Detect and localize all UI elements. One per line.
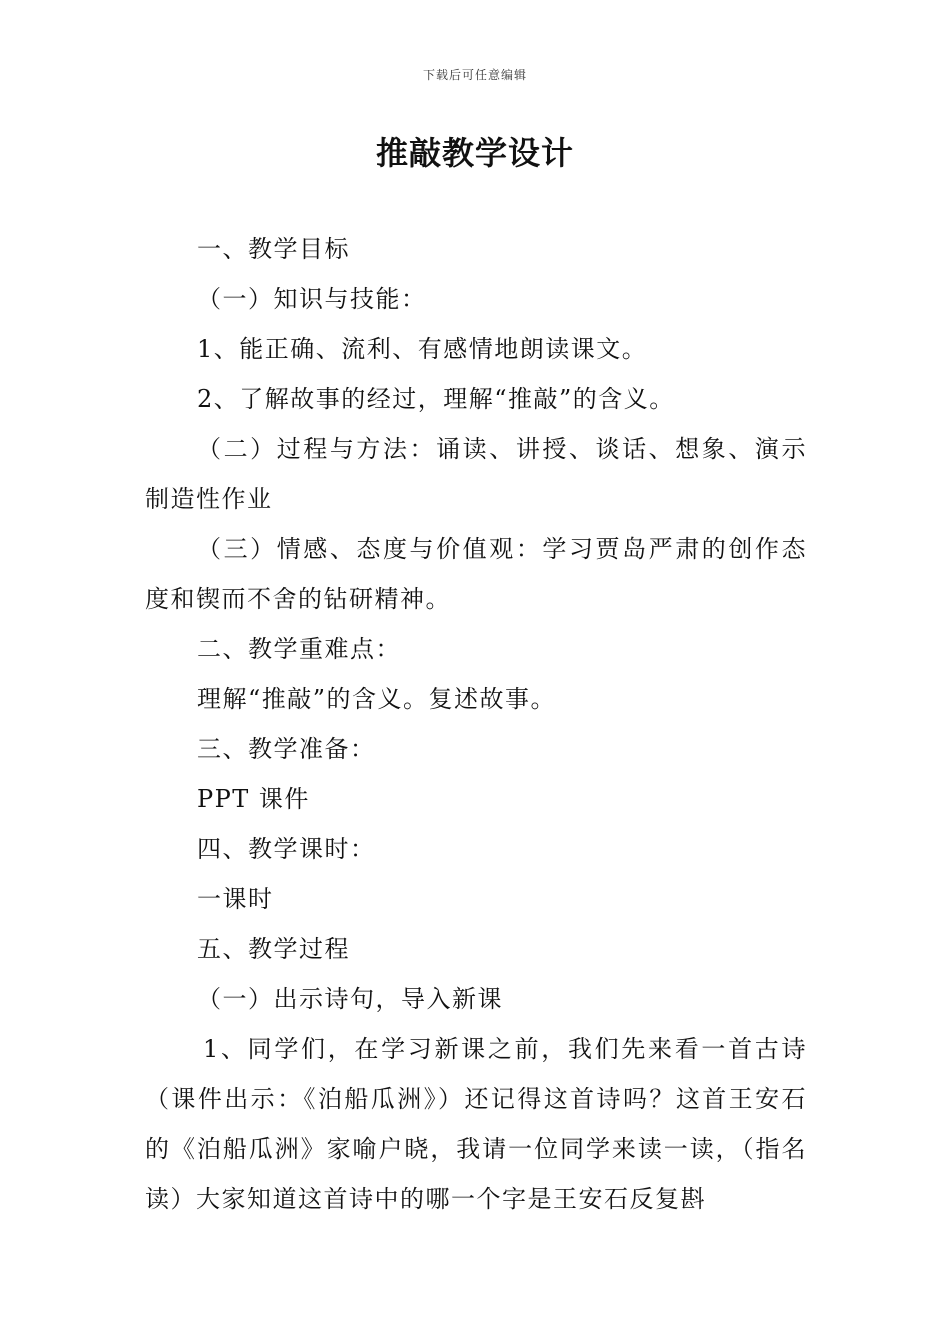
list-item: 1、能正确、流利、有感情地朗读课文。 xyxy=(197,335,648,363)
subsection-paragraph-process: （二）过程与方法：诵读、讲授、谈话、想象、演示制造性作业 xyxy=(145,435,807,513)
section-heading-key-points: 二、教学重难点： xyxy=(197,635,401,663)
header-note: 下载后可任意编辑 xyxy=(422,68,527,82)
document-title: 推敲教学设计 xyxy=(375,134,574,172)
body-paragraph: PPT 课件 xyxy=(197,785,310,813)
section-heading-preparation: 三、教学准备： xyxy=(197,735,376,763)
section-heading-objectives: 一、教学目标 xyxy=(197,235,350,263)
body-paragraph: 理解“推敲”的含义。复述故事。 xyxy=(197,685,557,713)
subsection-heading-knowledge: （一）知识与技能： xyxy=(197,285,427,313)
body-paragraph: 一课时 xyxy=(197,885,274,913)
body-paragraph: 1、同学们，在学习新课之前，我们先来看一首古诗（课件出示：《泊船瓜洲》）还记得这首诗吗？这首王安石的《泊船瓜洲》家喻户晓，我请一位同学来读一读，（指名读）大家知道这首诗中的哪一个字是王安石反复斟 xyxy=(145,1035,807,1213)
section-heading-periods: 四、教学课时： xyxy=(197,835,376,863)
section-heading-process: 五、教学过程 xyxy=(197,935,350,963)
list-item: 2、了解故事的经过，理解“推敲”的含义。 xyxy=(197,385,675,413)
document-body xyxy=(145,224,807,1224)
subsection-paragraph-attitude: （三）情感、态度与价值观：学习贾岛严肃的创作态度和锲而不舍的钻研精神。 xyxy=(145,535,807,613)
subsection-heading-intro: （一）出示诗句，导入新课 xyxy=(197,985,503,1013)
